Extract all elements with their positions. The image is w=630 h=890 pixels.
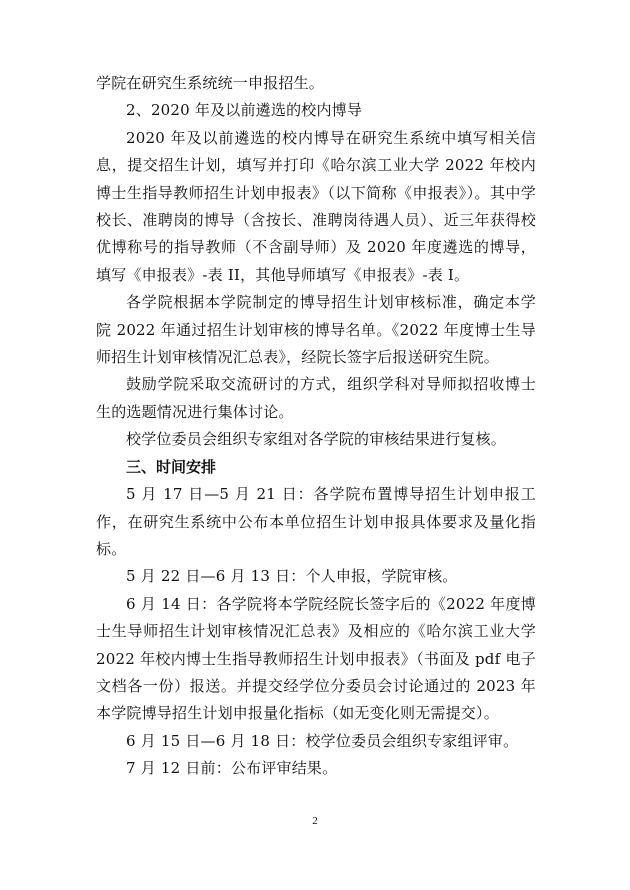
paragraph-continued: 学院在研究生系统统一申报招生。: [96, 74, 325, 92]
schedule-item-may-22: 5 月 22 日—6 月 13 日：个人申报，学院审核。: [126, 567, 458, 586]
section-heading-schedule: 三、时间安排: [126, 457, 217, 476]
page-number: 2: [312, 815, 318, 827]
paragraph-2020-supervisors: 2020 年及以前遴选的校内博导在研究生系统中填写相关信息，提交招生计划，填写并打印《哈尔滨工业大学 2022 年校内博士生指导教师招生计划申报表》（以下简称《申报表》）。其中学校长、准聘岗的博导（含按长、准聘岗待遇人员）、近三年获得校优博称号的指导教师（不含副导师）及 2020 年度遴选的博导，填写《申报表》-表 II，其他导师填写《申报表》-表 I。: [96, 128, 536, 284]
paragraph-college-review: 各学院根据本学院制定的博导招生计划审核标准，确定本学院 2022 年通过招生计划审核的博导名单。《2022 年度博士生导师招生计划审核情况汇总表》，经院长签字后报送研究生院。: [96, 293, 536, 367]
schedule-item-may-17: 5 月 17 日—5 月 21 日：各学院布置博导招生计划申报工作，在研究生系统中公布本单位招生计划申报具体要求及量化指标。: [96, 485, 536, 558]
schedule-item-june-15: 6 月 15 日—6 月 18 日：校学位委员会组织专家组评审。: [126, 731, 519, 750]
document-body: [96, 70, 536, 783]
schedule-item-july-12: 7 月 12 日前：公布评审结果。: [126, 759, 338, 778]
paragraph-university-recheck: 校学位委员会组织专家组对各学院的审核结果进行复核。: [126, 430, 507, 449]
schedule-item-june-14: 6 月 14 日：各学院将本学院经院长签字后的《2022 年度博士生导师招生计划审核情况汇总表》及相应的《哈尔滨工业大学 2022 年校内博士生指导教师招生计划申报表》（书面及 pdf 电子文档各一份）报送。并提交经学位分委员会讨论通过的 2023 年本学院博导招生计划申报量化指标（如无变化则无需提交）。: [96, 594, 536, 723]
subheading-2020-supervisors: 2、2020 年及以前遴选的校内博导: [126, 101, 363, 120]
paragraph-encourage-discussion: 鼓励学院采取交流研讨的方式，组织学科对导师拟招收博士生的选题情况进行集体讨论。: [96, 375, 536, 421]
